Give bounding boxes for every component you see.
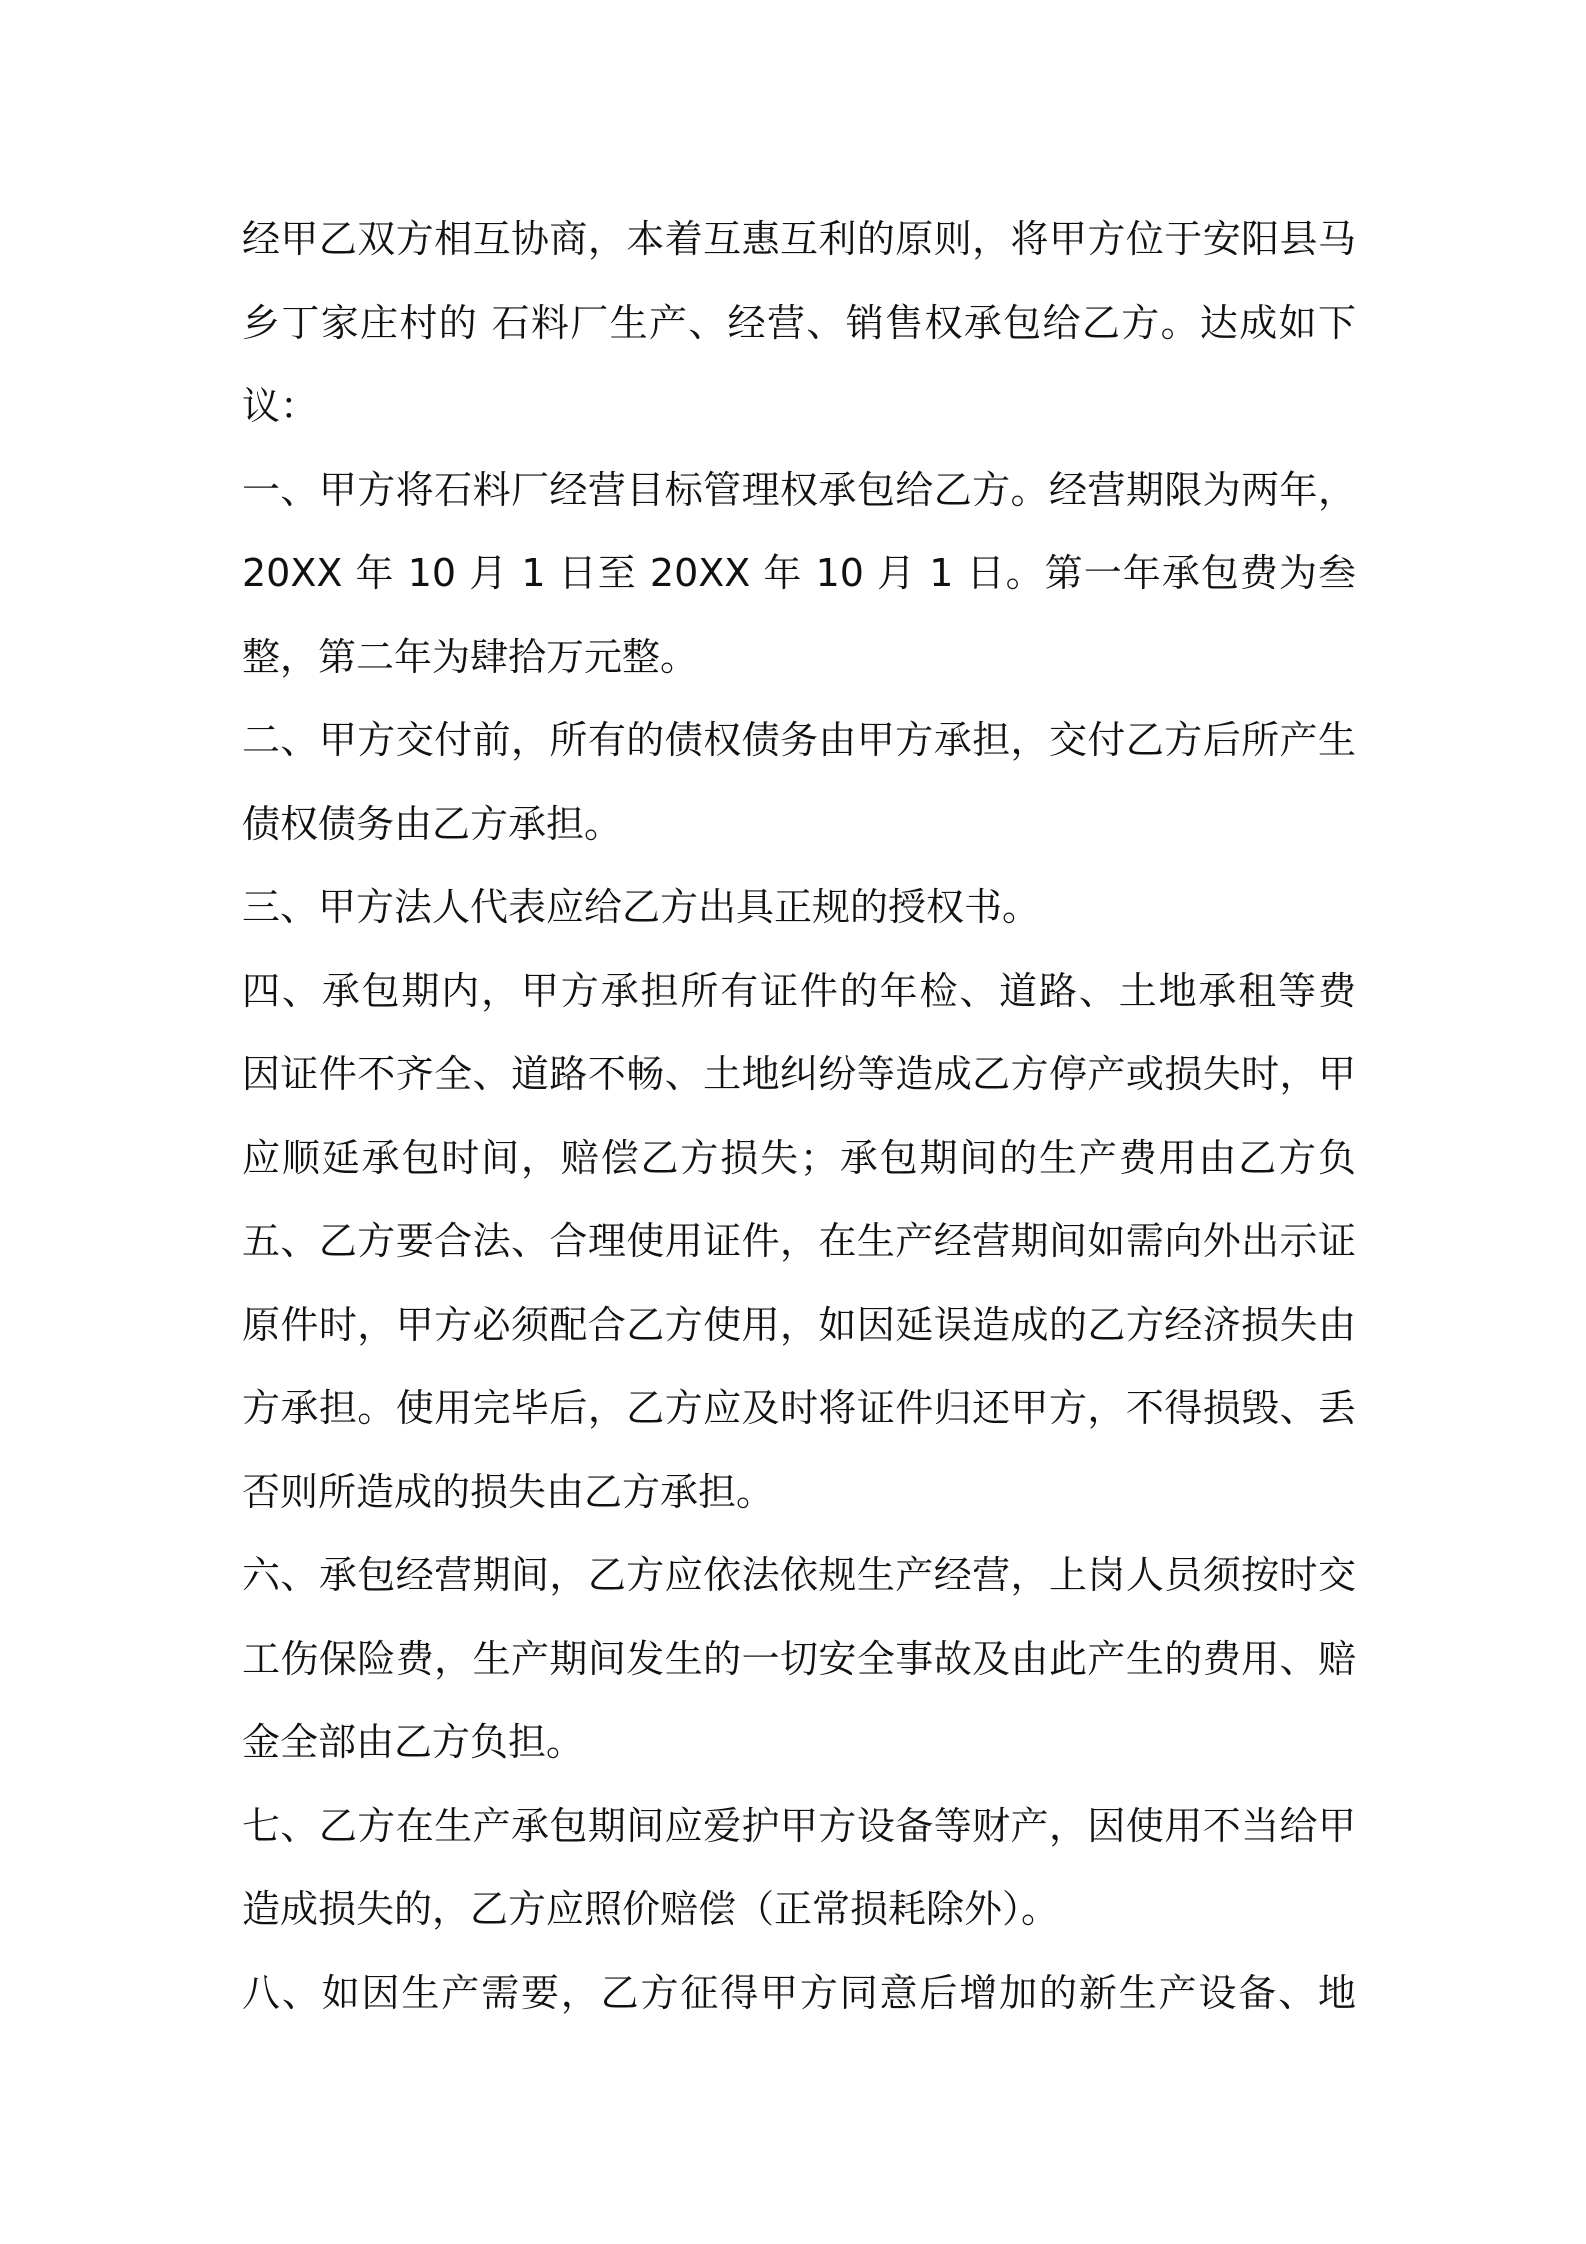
text-line: 七、乙方在生产承包期间应爱护甲方设备等财产，因使用不当给甲 [242,1803,1356,1848]
text-line: 造成损失的，乙方应照价赔偿（正常损耗除外）。 [242,1887,1060,1931]
text-line: 金全部由乙方负担。 [242,1720,585,1764]
text-line: 四、承包期内，甲方承担所有证件的年检、道路、土地承租等费 [242,968,1356,1013]
text-line: 因证件不齐全、道路不畅、土地纠纷等造成乙方停产或损失时，甲 [242,1052,1356,1096]
text-line: 议： [242,384,319,428]
text-line: 否则所造成的损失由乙方承担。 [242,1469,775,1514]
text-line: 方承担。使用完毕后，乙方应及时将证件归还甲方，不得损毁、丢 [242,1386,1356,1430]
text-line: 八、如因生产需要，乙方征得甲方同意后增加的新生产设备、地 [242,1970,1356,2015]
text-line: 应顺延承包时间，赔偿乙方损失；承包期间的生产费用由乙方负 [242,1135,1356,1180]
text-line: 工伤保险费，生产期间发生的一切安全事故及由此产生的费用、赔 [242,1636,1356,1681]
text-line: 乡丁家庄村的 石料厂生产、经营、销售权承包给乙方。达成如下 [242,300,1356,345]
text-line: 经甲乙双方相互协商，本着互惠互利的原则，将甲方位于安阳县马 [242,217,1356,261]
text-line: 三、甲方法人代表应给乙方出具正规的授权书。 [242,885,1041,929]
text-line: 债权债务由乙方承担。 [242,801,623,846]
contract-body [242,198,1356,2035]
text-line: 整，第二年为肆拾万元整。 [242,634,699,679]
text-line: 20XX 年 10 月 1 日至 20XX 年 10 月 1 日。第一年承包费为叁 [242,551,1356,595]
text-line: 六、承包经营期间，乙方应依法依规生产经营，上岗人员须按时交 [242,1553,1356,1597]
text-line: 二、甲方交付前，所有的债权债务由甲方承担，交付乙方后所产生 [242,718,1356,762]
text-line: 五、乙方要合法、合理使用证件，在生产经营期间如需向外出示证 [242,1219,1356,1263]
text-line: 一、甲方将石料厂经营目标管理权承包给乙方。经营期限为两年， [242,467,1356,512]
text-line: 原件时，甲方必须配合乙方使用，如因延误造成的乙方经济损失由 [242,1302,1356,1347]
